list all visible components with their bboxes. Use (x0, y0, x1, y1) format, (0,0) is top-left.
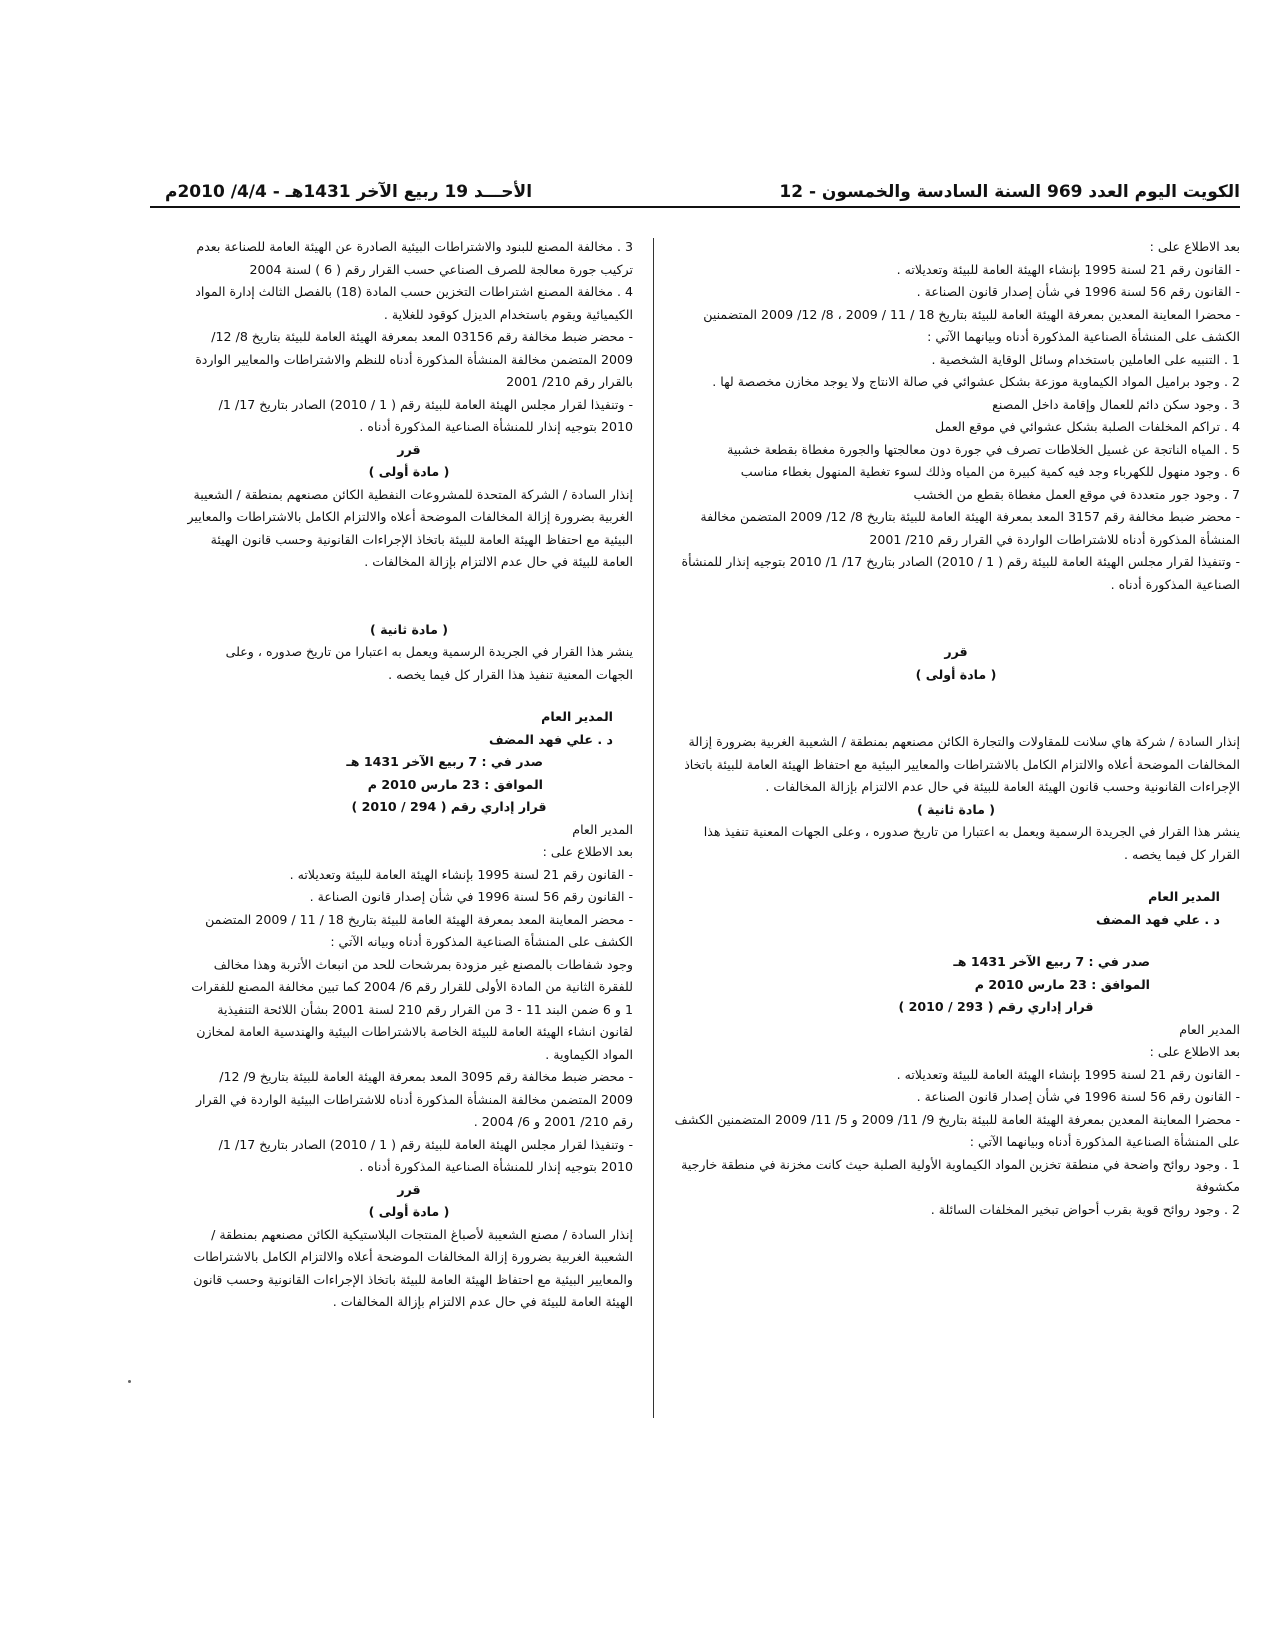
paragraph: 4 . تراكم المخلفات الصلبة بشكل عشوائي في موقع العمل (934, 419, 1240, 434)
header-rule (150, 206, 1240, 208)
paragraph: - وتنفيذا لقرار مجلس الهيئة العامة للبيئة رقم ( 1 / 2010) الصادر بتاريخ 17/ 1/ 2010 بتوجيه إنذار للمنشأة الصناعية المذكورة أدناه . (681, 554, 1240, 592)
paragraph: المدير العام (572, 821, 633, 837)
paragraph: - محضر ضبط مخالفة رقم 3157 المعد بمعرفة الهيئة العامة للبيئة بتاريخ 8/ 12/ 2009 المتضمن مخالفة المنشأة المذكورة أدناه للاشتراطات الواردة في القرار رقم 210/ 2001 (700, 509, 1240, 547)
paragraph (672, 866, 1240, 886)
paragraph: قرار إداري رقم ( 294 / 2010 ) (351, 799, 547, 814)
paragraph: الموافق : 23 مارس 2010 م (974, 976, 1150, 992)
scan-speck (128, 1380, 131, 1383)
paragraph: بعد الاطلاع على : (1149, 239, 1240, 254)
paragraph: - محضرا المعاينة المعدين بمعرفة الهيئة العامة للبيئة بتاريخ 9/ 11/ 2009 و 5/ 11/ 2009 المتضمنين الكشف على المنشأة الصناعية المذكورة أدناه وبيانهما الآتي : (674, 1111, 1240, 1149)
paragraph: 3 . مخالفة المصنع للبنود والاشتراطات البيئية الصادرة عن الهيئة العامة للصناعة بعدم تركيب جورة معالجة للصرف الصناعي حسب القرار رقم ( 6 ) لسنة 2004 (196, 239, 633, 277)
paragraph: - القانون رقم 21 لسنة 1995 بإنشاء الهيئة العامة للبيئة وتعديلاته . (896, 1066, 1240, 1082)
paragraph: ينشر هذا القرار في الجريدة الرسمية ويعمل به اعتبارا من تاريخ صدوره ، وعلى الجهات المعنية تنفيذ هذا القرار كل فيما يخصه . (225, 644, 633, 682)
paragraph: 7 . وجود جور متعددة في موقع العمل مغطاة بقطع من الخشب (913, 486, 1240, 502)
paragraph: قرر (397, 1181, 421, 1197)
paragraph (672, 931, 1240, 951)
paragraph (185, 686, 633, 706)
paragraph: ينشر هذا القرار في الجريدة الرسمية ويعمل به اعتبارا من تاريخ صدوره ، وعلى الجهات المعنية تنفيذ هذا القرار كل فيما يخصه . (703, 824, 1240, 862)
paragraph (672, 596, 1240, 641)
paragraph: المدير العام (541, 709, 613, 724)
header-issue: الكويت اليوم العدد 969 السنة السادسة والخمسون - 12 (779, 182, 1240, 202)
column-divider (653, 238, 654, 1418)
paragraph: قرر (397, 441, 421, 457)
paragraph: الموافق : 23 مارس 2010 م (367, 776, 543, 792)
paragraph: - محضر المعاينة المعد بمعرفة الهيئة العامة للبيئة بتاريخ 18 / 11 / 2009 المتضمن الكشف على المنشأة الصناعية المذكورة أدناه وبيانه الآتي : (205, 911, 633, 949)
paragraph: ( مادة ثانية ) (369, 621, 449, 637)
paragraph: - القانون رقم 56 لسنة 1996 في شأن إصدار قانون الصناعة . (916, 1089, 1240, 1104)
paragraph: د . علي فهد المضف (1095, 911, 1220, 927)
paragraph: 1 . التنبيه على العاملين باستخدام وسائل الوقاية الشخصية . (931, 351, 1240, 367)
paragraph: صدر في : 7 ربيع الآخر 1431 هـ (346, 754, 543, 769)
paragraph (672, 686, 1240, 731)
paragraph: ( مادة أولى ) (368, 1204, 450, 1219)
page-header (150, 178, 1240, 208)
paragraph: د . علي فهد المضف (488, 731, 613, 747)
paragraph: إنذار السادة / مصنع الشعيبة لأصباغ المنتجات البلاستيكية الكائن مصنعهم بمنطقة / الشعيبة الغربية بضرورة إزالة المخالفات الموضحة أعلاه والالتزام الكامل بالاشتراطات والمعايير البيئية مع احتفاظ الهيئة العامة للبيئة باتخاذ الإجراءات القانونية وحسب قانون الهيئة العامة للبيئة في حال عدم الالتزام بإزالة المخالفات . (193, 1226, 633, 1309)
paragraph (185, 574, 633, 619)
paragraph: ( مادة ثانية ) (916, 801, 996, 817)
paragraph: ( مادة أولى ) (368, 464, 450, 479)
paragraph: 2 . وجود روائح قوية بقرب أحواض تبخير المخلفات السائلة . (930, 1201, 1240, 1217)
paragraph: إنذار السادة / شركة هاي سلانت للمقاولات والتجارة الكائن مصنعهم بمنطقة / الشعيبة الغربية بضرورة إزالة المخالفات الموضحة أعلاه والالتزام الكامل بالاشتراطات والمعايير البيئية مع احتفاظ الهيئة العامة للبيئة باتخاذ الإجراءات القانونية وحسب قانون الهيئة العامة للبيئة في حال عدم الالتزام بإزالة المخالفات . (684, 734, 1240, 794)
paragraph: 3 . وجود سكن دائم للعمال وإقامة داخل المصنع (992, 396, 1240, 412)
paragraph: قرار إداري رقم ( 293 / 2010 ) (898, 999, 1094, 1014)
paragraph: - محضر ضبط مخالفة رقم 3095 المعد بمعرفة الهيئة العامة للبيئة بتاريخ 9/ 12/ 2009 المتضمن مخالفة المنشأة المذكورة أدناه للاشتراطات البيئية الواردة في القرار رقم 210/ 2001 و 6/ 2004 . (195, 1069, 633, 1129)
paragraph: - وتنفيذا لقرار مجلس الهيئة العامة للبيئة رقم ( 1 / 2010) الصادر بتاريخ 17/ 1/ 2010 بتوجيه إنذار للمنشأة الصناعية المذكورة أدناه . (218, 396, 633, 434)
paragraph: صدر في : 7 ربيع الآخر 1431 هـ (953, 954, 1150, 969)
paragraph: 5 . المياه الناتجة عن غسيل الخلاطات تصرف في جورة دون معالجتها والجورة مغطاة بقطعة خشبية (727, 441, 1240, 457)
paragraph: المدير العام (1148, 889, 1220, 904)
paragraph: 4 . مخالفة المصنع اشتراطات التخزين حسب المادة (18) بالفصل الثالث إدارة المواد الكيميائية ويقوم باستخدام الديزل كوقود للغلاية . (195, 284, 633, 322)
paragraph: - وتنفيذا لقرار مجلس الهيئة العامة للبيئة رقم ( 1 / 2010) الصادر بتاريخ 17/ 1/ 2010 بتوجيه إنذار للمنشأة الصناعية المذكورة أدناه . (218, 1136, 633, 1174)
paragraph: إنذار السادة / الشركة المتحدة للمشروعات النفطية الكائن مصنعهم بمنطقة / الشعيبة الغربية بضرورة إزالة المخالفات الموضحة أعلاه والالتزام الكامل بالاشتراطات والمعايير البيئية مع احتفاظ الهيئة العامة للبيئة باتخاذ الإجراءات القانونية وحسب قانون الهيئة العامة للبيئة في حال عدم الالتزام بإزالة المخالفات . (187, 486, 633, 569)
paragraph: - القانون رقم 21 لسنة 1995 بإنشاء الهيئة العامة للبيئة وتعديلاته . (289, 866, 633, 882)
paragraph: بعد الاطلاع على : (1149, 1044, 1240, 1059)
paragraph: بعد الاطلاع على : (542, 844, 633, 859)
paragraph: المدير العام (1179, 1021, 1240, 1037)
paragraph: - محضر ضبط مخالفة رقم 03156 المعد بمعرفة الهيئة العامة للبيئة بتاريخ 8/ 12/ 2009 المتضمن مخالفة المنشأة المذكورة أدناه للنظم والاشتراطات والمعايير الواردة بالقرار رقم 210/ 2001 (195, 329, 633, 389)
paragraph: - القانون رقم 21 لسنة 1995 بإنشاء الهيئة العامة للبيئة وتعديلاته . (896, 261, 1240, 277)
paragraph: - محضرا المعاينة المعدين بمعرفة الهيئة العامة للبيئة بتاريخ 18 / 11 / 2009 ، 8/ 12/ 2009 المتضمنين الكشف على المنشأة الصناعية المذكورة أدناه وبيانهما الآتي : (703, 306, 1240, 344)
paragraph: 2 . وجود براميل المواد الكيماوية موزعة بشكل عشوائي في صالة الانتاج ولا يوجد مخازن مخصصة لها . (712, 374, 1240, 389)
paragraph: 6 . وجود منهول للكهرباء وجد فيه كمية كبيرة من المياه وذلك لسوء تغطية المنهول بغطاء مناسب (740, 464, 1240, 479)
right-column (672, 236, 1240, 1221)
paragraph: وجود شفاطات بالمصنع غير مزودة بمرشحات للحد من انبعاث الأتربة وهذا مخالف للفقرة الثانية من المادة الأولى للقرار رقم 6/ 2004 كما تبين مخالفة المصنع للفقرات 1 و 6 ضمن البند 11 - 3 من القرار رقم 210 لسنة 2001 بشأن اللائحة التنفيذية لقانون انشاء الهيئة العامة للبيئة الخاصة بالاشتراطات البيئية والهندسية العامة لمخازن المواد الكيماوية . (191, 956, 633, 1062)
header-date: الأحـــد 19 ربيع الآخر 1431هـ - 4/4/ 2010م (165, 182, 533, 202)
paragraph: قرر (944, 644, 968, 659)
paragraph: 1 . وجود روائح واضحة في منطقة تخزين المواد الكيماوية الأولية الصلبة حيث كانت مخزنة في منطقة خارجية مكشوفة (681, 1156, 1240, 1194)
left-column (185, 236, 633, 1314)
paragraph: - القانون رقم 56 لسنة 1996 في شأن إصدار قانون الصناعة . (309, 889, 633, 904)
paragraph: - القانون رقم 56 لسنة 1996 في شأن إصدار قانون الصناعة . (916, 284, 1240, 299)
paragraph: ( مادة أولى ) (915, 666, 997, 682)
